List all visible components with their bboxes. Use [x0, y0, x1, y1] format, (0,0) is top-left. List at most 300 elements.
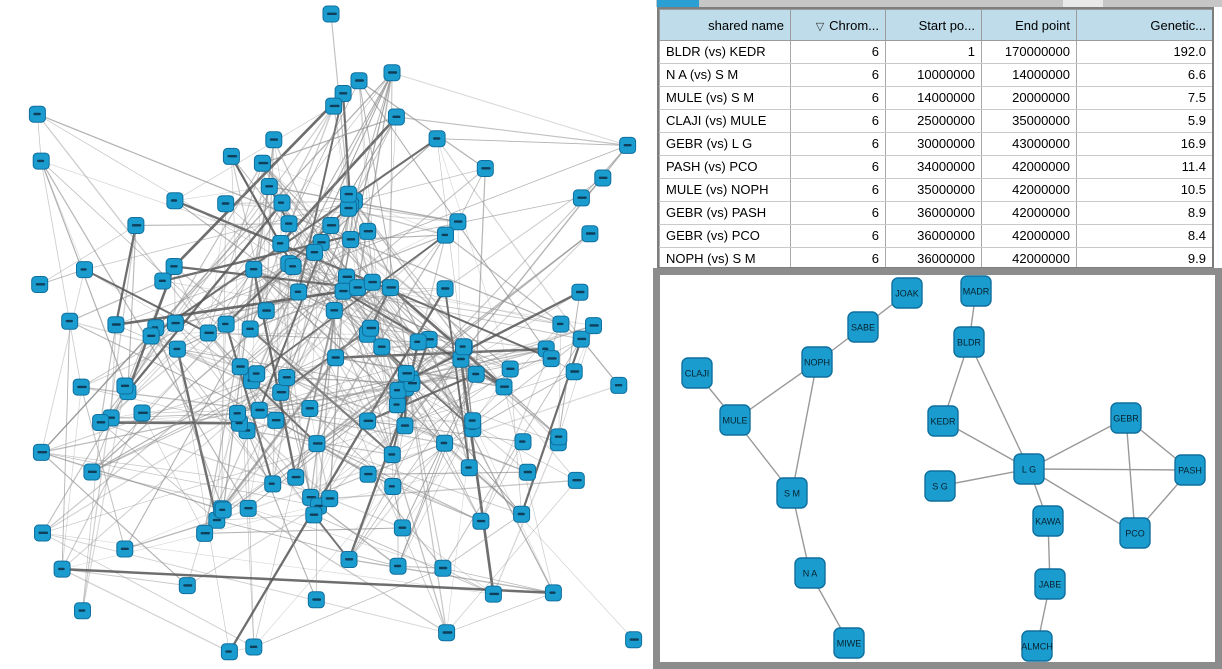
- table-row[interactable]: [660, 87, 1213, 110]
- hairball-node[interactable]: [322, 491, 338, 507]
- hairball-node[interactable]: [54, 561, 70, 577]
- hairball-node[interactable]: [389, 397, 405, 413]
- table-row[interactable]: [660, 156, 1213, 179]
- hairball-node[interactable]: [360, 223, 376, 239]
- node-label-smudge: [147, 335, 155, 337]
- subnet-node-bldr[interactable]: [954, 327, 984, 357]
- node-label-smudge: [355, 79, 364, 81]
- node-label: KEDR: [930, 416, 956, 427]
- hairball-node[interactable]: [374, 339, 390, 355]
- node-label-smudge: [572, 479, 581, 481]
- hairball-node[interactable]: [197, 525, 213, 541]
- hairball-node[interactable]: [274, 195, 290, 211]
- node-label-smudge: [225, 650, 231, 652]
- node-label-smudge: [500, 386, 509, 388]
- table-cell[interactable]: 5.9: [1077, 110, 1213, 133]
- hairball-node[interactable]: [520, 464, 536, 480]
- hairball-node[interactable]: [249, 366, 265, 382]
- table-cell[interactable]: 36000000: [886, 225, 982, 248]
- hairball-node[interactable]: [128, 218, 144, 234]
- node-label-smudge: [344, 207, 352, 209]
- node-label-smudge: [590, 324, 599, 326]
- node-label-smudge: [465, 466, 471, 468]
- column-header-shared-name[interactable]: [660, 10, 791, 41]
- node-label-smudge: [121, 385, 129, 387]
- table-cell[interactable]: 25000000: [886, 110, 982, 133]
- hairball-node[interactable]: [437, 435, 453, 451]
- hairball-node[interactable]: [341, 552, 357, 568]
- hairball-node[interactable]: [221, 644, 237, 660]
- hairball-node[interactable]: [261, 179, 277, 195]
- table-cell[interactable]: BLDR (vs) KEDR: [660, 41, 791, 64]
- table-cell[interactable]: MULE (vs) S M: [660, 87, 791, 110]
- table-row[interactable]: [660, 225, 1213, 248]
- table-cell[interactable]: 6: [791, 110, 886, 133]
- hairball-edge: [41, 73, 392, 453]
- hairball-node[interactable]: [167, 315, 183, 331]
- subnet-edge[interactable]: [969, 342, 1029, 469]
- table-cell[interactable]: 14000000: [886, 87, 982, 110]
- subnet-edge[interactable]: [792, 362, 817, 493]
- hairball-node[interactable]: [285, 259, 301, 275]
- hairball-node[interactable]: [551, 429, 567, 445]
- hairball-node[interactable]: [363, 320, 379, 336]
- hairball-node[interactable]: [397, 418, 413, 434]
- subnet-node-jabe[interactable]: [1035, 569, 1065, 599]
- node-label-smudge: [255, 409, 264, 411]
- node-label-smudge: [285, 222, 292, 224]
- hairball-node[interactable]: [200, 325, 216, 341]
- hairball-node[interactable]: [326, 98, 342, 114]
- hairball-node[interactable]: [384, 447, 400, 463]
- hairball-node[interactable]: [258, 303, 274, 319]
- hairball-node[interactable]: [410, 334, 426, 350]
- table-cell[interactable]: 6: [791, 41, 886, 64]
- subnet-node-almch[interactable]: [1021, 631, 1053, 661]
- hairball-node[interactable]: [620, 137, 636, 153]
- table-cell[interactable]: 10.5: [1077, 179, 1213, 202]
- subnetwork-panel: [653, 268, 1222, 669]
- node-label-smudge: [88, 471, 97, 473]
- hairball-node[interactable]: [384, 65, 400, 81]
- hairball-node[interactable]: [117, 378, 133, 394]
- node-label-smudge: [171, 199, 177, 201]
- subnet-node-l-g[interactable]: [1014, 454, 1044, 484]
- hairball-node[interactable]: [437, 281, 453, 297]
- table-cell[interactable]: GEBR (vs) PCO: [660, 225, 791, 248]
- table-cell[interactable]: 6: [791, 248, 886, 270]
- node-label: PCO: [1125, 528, 1145, 539]
- hairball-node[interactable]: [611, 377, 627, 393]
- node-label: NOPH: [803, 357, 831, 368]
- node-label-smudge: [66, 320, 73, 322]
- node-label-smudge: [472, 373, 479, 375]
- table-cell[interactable]: 35000000: [982, 110, 1077, 133]
- hairball-node[interactable]: [477, 161, 493, 177]
- table-cell[interactable]: 1: [886, 41, 982, 64]
- hairball-edge: [175, 106, 334, 201]
- table-row[interactable]: [660, 64, 1213, 87]
- hairball-node[interactable]: [543, 351, 559, 367]
- subnet-edge[interactable]: [1029, 469, 1190, 470]
- subnet-node-pash[interactable]: [1175, 455, 1205, 485]
- hairball-node[interactable]: [179, 578, 195, 594]
- hairball-node[interactable]: [279, 370, 295, 386]
- node-label-smudge: [439, 567, 447, 569]
- hairball-node[interactable]: [169, 341, 185, 357]
- node-label-smudge: [81, 268, 87, 270]
- hairball-node[interactable]: [246, 261, 262, 277]
- hairball-node[interactable]: [328, 350, 344, 366]
- table-cell[interactable]: 11.4: [1077, 156, 1213, 179]
- subnet-node-pco[interactable]: [1120, 518, 1150, 548]
- hairball-node[interactable]: [215, 502, 231, 518]
- hairball-node[interactable]: [502, 361, 518, 377]
- hairball-node[interactable]: [515, 434, 531, 450]
- hairball-node[interactable]: [326, 303, 342, 319]
- node-label-smudge: [339, 290, 348, 292]
- hairball-node[interactable]: [33, 444, 49, 460]
- node-label: ALMCH: [1021, 641, 1053, 652]
- hairball-node[interactable]: [62, 313, 78, 329]
- subnet-node-s-m[interactable]: [777, 478, 807, 508]
- hairball-node[interactable]: [218, 196, 234, 212]
- hairball-node[interactable]: [388, 109, 404, 125]
- hairball-node[interactable]: [230, 406, 246, 422]
- subnet-node-n-a[interactable]: [795, 558, 825, 588]
- node-label-smudge: [570, 370, 579, 372]
- subnet-node-miwe[interactable]: [834, 628, 864, 658]
- table-row[interactable]: [660, 202, 1213, 225]
- hairball-node[interactable]: [242, 321, 258, 337]
- hairball-node[interactable]: [360, 413, 376, 429]
- hairball-node[interactable]: [343, 232, 359, 248]
- table-row[interactable]: [660, 41, 1213, 64]
- node-label-smudge: [441, 442, 448, 444]
- table-cell[interactable]: 6: [791, 202, 886, 225]
- hairball-node[interactable]: [33, 153, 49, 169]
- hairball-node[interactable]: [93, 415, 109, 431]
- hairball-node[interactable]: [281, 216, 297, 232]
- hairball-node[interactable]: [450, 214, 466, 230]
- table-cell[interactable]: MULE (vs) NOPH: [660, 179, 791, 202]
- hairball-node[interactable]: [308, 592, 324, 608]
- subnet-node-kawa[interactable]: [1033, 506, 1063, 536]
- node-label-smudge: [457, 358, 465, 360]
- table-cell[interactable]: 9.9: [1077, 248, 1213, 270]
- table-cell[interactable]: 36000000: [886, 202, 982, 225]
- hairball-node[interactable]: [435, 560, 451, 576]
- hairball-node[interactable]: [273, 236, 289, 252]
- node-label-smudge: [343, 276, 353, 278]
- node-label-smudge: [227, 155, 237, 157]
- subnet-node-gebr[interactable]: [1111, 403, 1141, 433]
- node-label: KAWA: [1035, 516, 1061, 527]
- hairball-node[interactable]: [302, 401, 318, 417]
- hairball-node[interactable]: [155, 273, 171, 289]
- hairball-node[interactable]: [29, 106, 45, 122]
- node-label-smudge: [269, 483, 275, 485]
- hairball-node[interactable]: [77, 262, 93, 278]
- column-header-label: Start po...: [918, 18, 975, 33]
- table-cell[interactable]: CLAJI (vs) MULE: [660, 110, 791, 133]
- node-label-smudge: [327, 13, 337, 15]
- table-cell[interactable]: 6: [791, 156, 886, 179]
- table-cell[interactable]: 170000000: [982, 41, 1077, 64]
- hairball-node[interactable]: [218, 316, 234, 332]
- subnet-node-mule[interactable]: [720, 405, 750, 435]
- table-cell[interactable]: 6.6: [1077, 64, 1213, 87]
- subnetwork-view[interactable]: [660, 275, 1215, 662]
- table-cell[interactable]: 10000000: [886, 64, 982, 87]
- column-header-start-po[interactable]: [886, 10, 982, 41]
- hairball-node[interactable]: [73, 379, 89, 395]
- node-label-smudge: [310, 514, 319, 516]
- hairball-node[interactable]: [553, 316, 569, 332]
- table-cell[interactable]: 7.5: [1077, 87, 1213, 110]
- hairball-node[interactable]: [134, 405, 150, 421]
- node-label-smudge: [173, 348, 180, 350]
- node-label-smudge: [443, 631, 453, 633]
- hairball-node[interactable]: [265, 476, 281, 492]
- tab-strip: [656, 0, 1222, 7]
- table-cell[interactable]: 6: [791, 87, 886, 110]
- node-label-smudge: [312, 598, 321, 600]
- node-label-smudge: [599, 177, 608, 179]
- hairball-node[interactable]: [485, 586, 501, 602]
- hairball-node[interactable]: [266, 132, 282, 148]
- subnet-node-sabe[interactable]: [848, 312, 878, 342]
- table-cell[interactable]: 8.4: [1077, 225, 1213, 248]
- tab-divider: [1063, 0, 1103, 7]
- hairball-node[interactable]: [254, 155, 270, 171]
- node-label-smudge: [394, 389, 400, 391]
- column-header-label: shared name: [708, 18, 784, 33]
- node-label-smudge: [332, 356, 340, 358]
- hairball-node[interactable]: [360, 466, 376, 482]
- hairball-node[interactable]: [382, 280, 398, 296]
- hairball-node[interactable]: [166, 259, 182, 275]
- subnetwork-canvas[interactable]: [660, 275, 1215, 662]
- node-label: BLDR: [956, 337, 982, 348]
- table-row[interactable]: [660, 248, 1213, 270]
- node-label-smudge: [250, 646, 258, 648]
- table-cell[interactable]: 30000000: [886, 133, 982, 156]
- node-label-smudge: [295, 291, 302, 293]
- hairball-node[interactable]: [223, 148, 239, 164]
- column-header-chrom[interactable]: [791, 10, 886, 41]
- table-cell[interactable]: 6: [791, 225, 886, 248]
- subnet-node-madr[interactable]: [961, 276, 991, 306]
- hairball-node[interactable]: [351, 73, 367, 89]
- hairball-edge: [116, 226, 136, 325]
- hairball-node[interactable]: [75, 603, 91, 619]
- hairball-node[interactable]: [350, 280, 366, 296]
- hairball-node[interactable]: [323, 6, 339, 22]
- hairball-node[interactable]: [514, 506, 530, 522]
- hairball-node[interactable]: [309, 436, 325, 452]
- node-label-smudge: [615, 384, 623, 386]
- hairball-node[interactable]: [566, 364, 582, 380]
- hairball-node[interactable]: [232, 359, 248, 375]
- node-label-smudge: [557, 323, 564, 325]
- node-label-smudge: [170, 265, 178, 267]
- subnet-node-claji[interactable]: [682, 358, 712, 388]
- node-label-smudge: [368, 281, 377, 283]
- hairball-node[interactable]: [496, 379, 512, 395]
- hairball-edge: [330, 480, 577, 498]
- node-label-smudge: [222, 202, 230, 204]
- node-label-smudge: [289, 265, 296, 267]
- hairball-node[interactable]: [545, 585, 561, 601]
- node-label-smudge: [392, 116, 400, 118]
- subnet-node-kedr[interactable]: [928, 406, 958, 436]
- hairball-node[interactable]: [456, 339, 472, 355]
- node-label-smudge: [549, 592, 555, 594]
- subnet-node-noph[interactable]: [802, 347, 832, 377]
- hairball-edge: [392, 73, 628, 146]
- hairball-node[interactable]: [465, 413, 481, 429]
- node-label-smudge: [171, 322, 180, 324]
- table-row[interactable]: [660, 179, 1213, 202]
- node-label-smudge: [317, 241, 326, 243]
- hairball-node[interactable]: [572, 284, 588, 300]
- hairball-node[interactable]: [582, 226, 598, 242]
- table-cell[interactable]: NOPH (vs) S M: [660, 248, 791, 270]
- node-label-smudge: [37, 451, 47, 453]
- hairball-node[interactable]: [385, 479, 401, 495]
- subnet-edge[interactable]: [1126, 418, 1135, 533]
- hairball-node[interactable]: [438, 227, 454, 243]
- hairball-node[interactable]: [398, 366, 414, 382]
- column-header-end-point[interactable]: [982, 10, 1077, 41]
- table-cell[interactable]: 6: [791, 133, 886, 156]
- hairball-node[interactable]: [573, 331, 589, 347]
- hairball-node[interactable]: [439, 625, 455, 641]
- hairball-node[interactable]: [108, 317, 124, 333]
- node-label-smudge: [213, 519, 221, 521]
- hairball-node[interactable]: [461, 460, 477, 476]
- hairball-node[interactable]: [251, 402, 267, 418]
- node-label: SABE: [850, 322, 876, 333]
- table-cell[interactable]: 8.9: [1077, 202, 1213, 225]
- hairball-node[interactable]: [390, 558, 406, 574]
- node-label-smudge: [519, 440, 526, 442]
- table-cell[interactable]: 14000000: [982, 64, 1077, 87]
- node-label: JOAK: [895, 288, 919, 299]
- subnet-node-s-g[interactable]: [925, 471, 955, 501]
- table-cell[interactable]: 42000000: [982, 248, 1077, 270]
- table-row[interactable]: [660, 110, 1213, 133]
- table-row[interactable]: [660, 133, 1213, 156]
- hairball-node[interactable]: [291, 284, 307, 300]
- node-label-smudge: [121, 548, 129, 550]
- node-label-smudge: [489, 593, 499, 595]
- hairball-node[interactable]: [35, 525, 51, 541]
- hairball-node[interactable]: [273, 384, 289, 400]
- node-label-smudge: [442, 234, 449, 236]
- sort-filter-icon[interactable]: ▽: [815, 21, 825, 33]
- hairball-node[interactable]: [468, 366, 484, 382]
- table-cell[interactable]: 42000000: [982, 179, 1077, 202]
- node-label: GEBR: [1113, 413, 1139, 424]
- hairball-node[interactable]: [84, 464, 100, 480]
- table-cell[interactable]: 192.0: [1077, 41, 1213, 64]
- hairball-node[interactable]: [586, 318, 602, 334]
- node-label-smudge: [327, 224, 336, 226]
- node-label-smudge: [292, 476, 301, 478]
- table-cell[interactable]: GEBR (vs) PASH: [660, 202, 791, 225]
- node-label-smudge: [364, 230, 373, 232]
- hairball-node[interactable]: [626, 632, 642, 648]
- hairball-node[interactable]: [573, 190, 589, 206]
- hairball-node[interactable]: [429, 131, 445, 147]
- node-label-smudge: [586, 232, 596, 234]
- hairball-node[interactable]: [568, 472, 584, 488]
- hairball-node[interactable]: [341, 186, 357, 202]
- table-cell[interactable]: 34000000: [886, 156, 982, 179]
- hairball-node[interactable]: [473, 513, 489, 529]
- table-cell[interactable]: 42000000: [982, 225, 1077, 248]
- table-cell[interactable]: 43000000: [982, 133, 1077, 156]
- column-header-genetic[interactable]: [1077, 10, 1213, 41]
- table-cell[interactable]: PASH (vs) PCO: [660, 156, 791, 179]
- edge-attribute-table-panel: [657, 7, 1214, 269]
- hairball-node[interactable]: [246, 639, 262, 655]
- table-cell[interactable]: N A (vs) S M: [660, 64, 791, 87]
- node-label-smudge: [138, 412, 148, 414]
- table-cell[interactable]: 6: [791, 64, 886, 87]
- node-label-smudge: [39, 532, 49, 534]
- hairball-node[interactable]: [335, 283, 351, 299]
- node-label: N A: [802, 568, 818, 579]
- node-label-smudge: [265, 185, 273, 187]
- hairball-node[interactable]: [364, 274, 380, 290]
- hairball-node[interactable]: [595, 170, 611, 186]
- node-label-smudge: [253, 372, 260, 374]
- active-tab-accent[interactable]: [657, 0, 699, 7]
- table-cell[interactable]: 36000000: [886, 248, 982, 270]
- node-label: MULE: [722, 415, 748, 426]
- node-label-smudge: [330, 105, 340, 107]
- table-cell[interactable]: 6: [791, 179, 886, 202]
- node-label: CLAJI: [684, 368, 710, 379]
- hairball-node[interactable]: [307, 244, 323, 260]
- table-cell[interactable]: 16.9: [1077, 133, 1213, 156]
- table-cell[interactable]: GEBR (vs) L G: [660, 133, 791, 156]
- table-cell[interactable]: 42000000: [982, 202, 1077, 225]
- node-label-smudge: [433, 137, 440, 139]
- hairball-node[interactable]: [323, 218, 339, 234]
- subnet-node-joak[interactable]: [892, 278, 922, 308]
- node-label-smudge: [367, 327, 377, 329]
- table-cell[interactable]: 35000000: [886, 179, 982, 202]
- hairball-node[interactable]: [240, 500, 256, 516]
- node-label-smudge: [481, 167, 490, 169]
- hairball-node[interactable]: [167, 193, 183, 209]
- hairball-node[interactable]: [268, 412, 284, 428]
- node-label-smudge: [79, 609, 86, 611]
- table-cell[interactable]: 20000000: [982, 87, 1077, 110]
- hairball-node[interactable]: [288, 469, 304, 485]
- hairball-node[interactable]: [143, 328, 159, 344]
- table-cell[interactable]: 42000000: [982, 156, 1077, 179]
- node-label-smudge: [277, 242, 284, 244]
- hairball-node[interactable]: [394, 520, 410, 536]
- hairball-node[interactable]: [32, 277, 48, 293]
- hairball-node[interactable]: [117, 541, 133, 557]
- hairball-node[interactable]: [306, 507, 322, 523]
